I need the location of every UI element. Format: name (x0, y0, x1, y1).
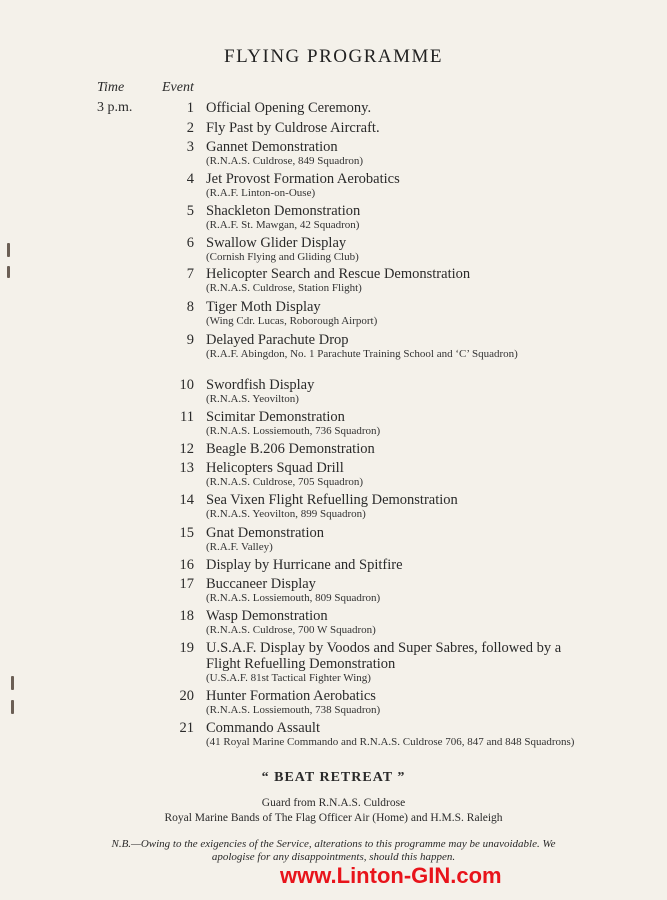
event-row (160, 332, 626, 360)
event-number: 10 (179, 377, 194, 393)
event-row (160, 235, 626, 263)
event-row (160, 608, 626, 636)
event-name: Jet Provost Formation Aerobatics (206, 171, 400, 187)
event-detail: (R.N.A.S. Culdrose, 705 Squadron) (206, 476, 364, 488)
event-name: Gannet Demonstration (206, 139, 338, 155)
event-number: 1 (186, 100, 194, 116)
event-detail: (R.N.A.S. Lossiemouth, 809 Squadron) (206, 592, 381, 604)
start-time: 3 p.m. (97, 100, 133, 115)
event-number: 12 (179, 441, 194, 457)
nb-note-text: N.B.—Owing to the exigencies of the Service, alterations to this programme may be unavoidable. We apologise for any disappointments, should this happen. (111, 838, 556, 863)
event-number: 18 (179, 608, 194, 624)
event-name: Tiger Moth Display (206, 299, 321, 315)
event-detail: (41 Royal Marine Commando and R.N.A.S. Culdrose 706, 847 and 848 Squadrons) (206, 736, 575, 748)
event-number: 21 (179, 720, 194, 736)
event-detail: (R.N.A.S. Yeovilton) (206, 393, 299, 405)
event-detail: (R.N.A.S. Lossiemouth, 736 Squadron) (206, 425, 381, 437)
event-detail: (R.N.A.S. Culdrose, 849 Squadron) (206, 155, 364, 167)
event-name: Swallow Glider Display (206, 235, 347, 251)
event-detail: (R.N.A.S. Yeovilton, 899 Squadron) (206, 508, 366, 520)
event-row (160, 120, 626, 136)
event-row (160, 100, 626, 116)
event-number: 14 (179, 492, 194, 508)
time-column-header: Time (97, 80, 125, 95)
event-number: 13 (179, 460, 194, 476)
event-detail: (R.N.A.S. Lossiemouth, 738 Squadron) (206, 704, 381, 716)
event-row (160, 409, 626, 437)
event-row (160, 299, 626, 327)
event-row (160, 688, 626, 716)
event-number: 16 (179, 557, 194, 573)
event-row (160, 460, 626, 488)
event-row (160, 377, 626, 405)
event-row (160, 441, 626, 457)
event-detail: (R.N.A.S. Culdrose, 700 W Squadron) (206, 624, 376, 636)
event-name: Scimitar Demonstration (206, 409, 345, 425)
staple-mark (11, 676, 14, 690)
event-name: Commando Assault (206, 720, 320, 736)
event-name: Fly Past by Culdrose Aircraft. (206, 120, 380, 136)
footer-url[interactable]: www.Linton-GIN.com (280, 863, 502, 888)
event-name: Beagle B.206 Demonstration (206, 441, 375, 457)
event-detail: (U.S.A.F. 81st Tactical Fighter Wing) (206, 672, 371, 684)
event-number: 2 (186, 120, 194, 136)
event-detail: (R.A.F. St. Mawgan, 42 Squadron) (206, 219, 360, 231)
event-row (160, 139, 626, 167)
event-number: 8 (186, 299, 194, 315)
event-name: Swordfish Display (206, 377, 315, 393)
event-detail: (R.N.A.S. Culdrose, Station Flight) (206, 282, 362, 294)
event-row (160, 720, 626, 748)
event-name: Helicopters Squad Drill (206, 460, 344, 476)
event-row (160, 640, 626, 684)
event-detail: (Wing Cdr. Lucas, Roborough Airport) (206, 315, 378, 327)
event-name: U.S.A.F. Display by Voodos and Super Sabres, followed by a Flight Refuelling Demonstration (206, 640, 562, 672)
event-name: Buccaneer Display (206, 576, 316, 592)
event-number: 9 (186, 332, 194, 348)
staple-mark (7, 266, 10, 278)
event-number: 4 (186, 171, 194, 187)
event-number: 3 (186, 139, 194, 155)
event-row (160, 171, 626, 199)
event-number: 17 (179, 576, 194, 592)
event-detail: (R.A.F. Abingdon, No. 1 Parachute Training School and ‘C’ Squadron) (206, 348, 518, 360)
event-name: Helicopter Search and Rescue Demonstration (206, 266, 471, 282)
event-row (160, 492, 626, 520)
event-number: 19 (179, 640, 194, 656)
event-name: Hunter Formation Aerobatics (206, 688, 376, 704)
event-row (160, 576, 626, 604)
event-detail: (R.A.F. Linton-on-Ouse) (206, 187, 316, 199)
event-number: 5 (186, 203, 194, 219)
nb-note (0, 838, 667, 864)
event-number: 7 (186, 266, 194, 282)
staple-mark (11, 700, 14, 714)
event-name: Display by Hurricane and Spitfire (206, 557, 403, 573)
event-number: 11 (180, 409, 194, 425)
event-name: Shackleton Demonstration (206, 203, 361, 219)
event-number: 6 (186, 235, 194, 251)
event-row (160, 266, 626, 294)
page-title: FLYING PROGRAMME (224, 46, 443, 67)
event-number: 20 (179, 688, 194, 704)
bands-line: Royal Marine Bands of The Flag Officer Air (Home) and H.M.S. Raleigh (164, 812, 503, 824)
staple-mark (7, 243, 10, 257)
guard-line: Guard from R.N.A.S. Culdrose (261, 797, 406, 809)
event-row (160, 525, 626, 553)
event-detail: (Cornish Flying and Gliding Club) (206, 251, 359, 263)
event-name: Gnat Demonstration (206, 525, 324, 541)
event-row (160, 557, 626, 573)
event-name: Wasp Demonstration (206, 608, 328, 624)
beat-retreat-heading: “ BEAT RETREAT ” (261, 770, 406, 785)
event-name: Official Opening Ceremony. (206, 100, 372, 116)
event-name: Sea Vixen Flight Refuelling Demonstration (206, 492, 458, 508)
event-row (160, 203, 626, 231)
event-number: 15 (179, 525, 194, 541)
event-detail: (R.A.F. Valley) (206, 541, 273, 553)
event-column-header: Event (162, 80, 194, 95)
event-name: Delayed Parachute Drop (206, 332, 349, 348)
